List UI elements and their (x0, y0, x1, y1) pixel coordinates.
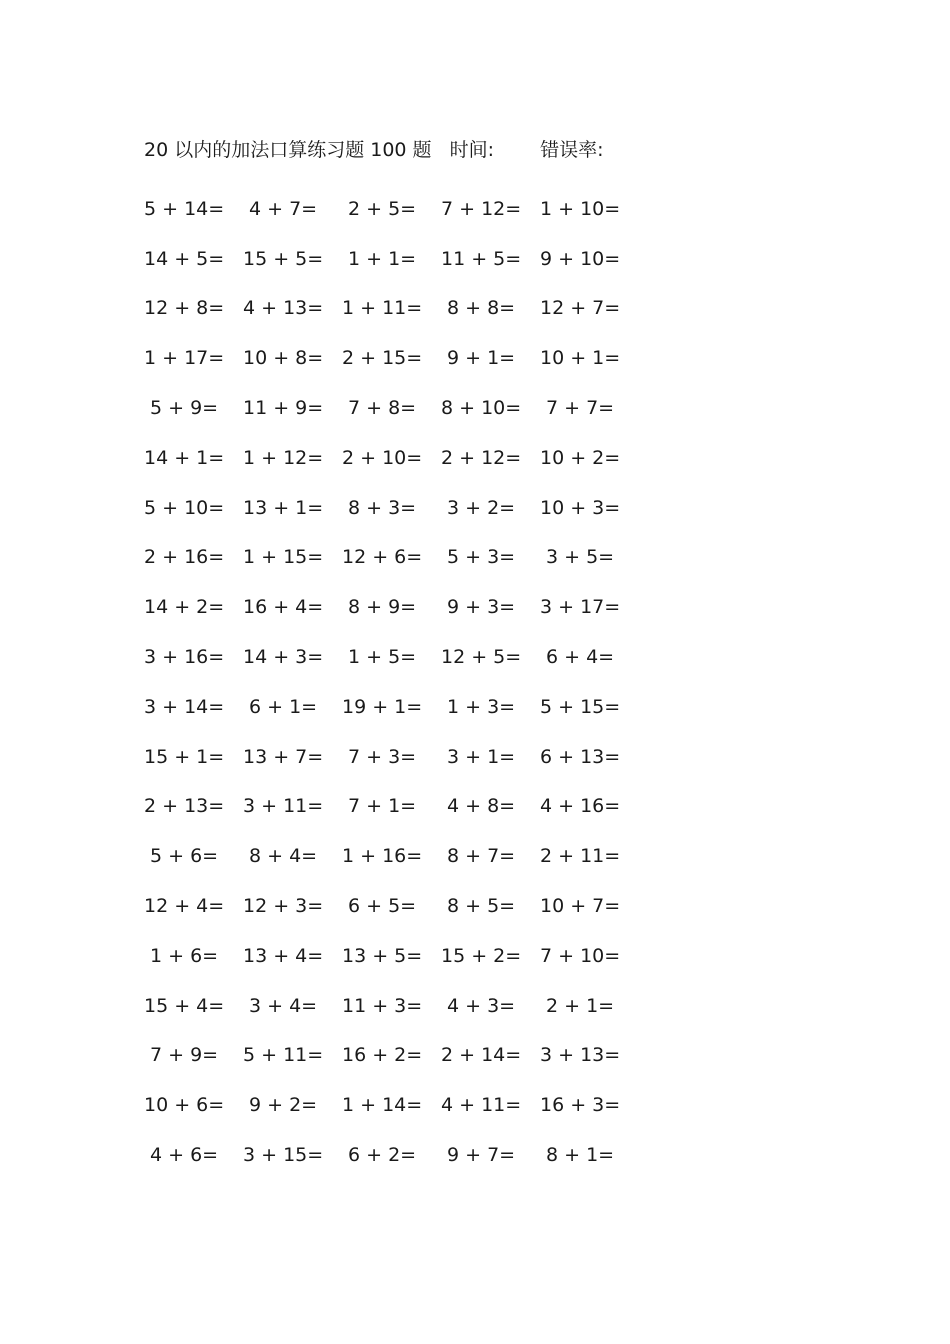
problem-text: 1 + 1= (348, 247, 417, 270)
problem-text: 15 + 2= (441, 944, 522, 967)
problem-text: 11 + 5= (441, 247, 522, 270)
problem-text: 4 + 11= (441, 1094, 522, 1117)
problem-text: 9 + 1= (447, 347, 516, 370)
problem-text: 7 + 10= (540, 944, 621, 967)
problem-row (140, 582, 635, 632)
problem-text: 1 + 10= (540, 197, 621, 220)
problem-item (536, 845, 635, 867)
problem-text: 14 + 3= (243, 646, 324, 669)
problem-item (140, 596, 239, 618)
problem-item (338, 696, 437, 718)
problem-item (437, 546, 536, 568)
problem-item (536, 397, 635, 419)
problem-text: 2 + 1= (546, 994, 615, 1017)
problem-text: 11 + 9= (243, 397, 324, 420)
problem-row (140, 881, 635, 931)
problem-text: 1 + 12= (243, 446, 324, 469)
problem-row (140, 782, 635, 832)
problem-item (536, 1144, 635, 1166)
problem-text: 15 + 1= (144, 745, 225, 768)
problem-text: 1 + 16= (342, 845, 423, 868)
problem-text: 16 + 3= (540, 1094, 621, 1117)
problem-item (239, 845, 338, 867)
problem-item (536, 546, 635, 568)
problem-grid (140, 184, 635, 1180)
problem-item (536, 347, 635, 369)
error-rate-label: 错误率: (540, 139, 604, 161)
problem-row (140, 1130, 635, 1180)
problem-item (536, 497, 635, 519)
problem-text: 7 + 1= (348, 795, 417, 818)
problem-text: 10 + 3= (540, 496, 621, 519)
problem-row (140, 284, 635, 334)
problem-item (536, 945, 635, 967)
problem-text: 6 + 1= (249, 695, 318, 718)
problem-text: 1 + 17= (144, 347, 225, 370)
problem-item (536, 297, 635, 319)
problem-item (140, 248, 239, 270)
problem-row (140, 533, 635, 583)
problem-item (140, 795, 239, 817)
problem-item (239, 596, 338, 618)
problem-text: 1 + 3= (447, 695, 516, 718)
problem-item (437, 447, 536, 469)
problem-row (140, 333, 635, 383)
problem-item (437, 1094, 536, 1116)
problem-item (338, 1144, 437, 1166)
problem-item (536, 1044, 635, 1066)
problem-text: 3 + 14= (144, 695, 225, 718)
problem-text: 16 + 4= (243, 596, 324, 619)
problem-row (140, 483, 635, 533)
problem-item (140, 347, 239, 369)
problem-text: 5 + 10= (144, 496, 225, 519)
problem-item (437, 895, 536, 917)
problem-text: 2 + 16= (144, 546, 225, 569)
problem-item (338, 945, 437, 967)
problem-text: 2 + 11= (540, 845, 621, 868)
problem-item (140, 1144, 239, 1166)
problem-item (536, 1094, 635, 1116)
problem-text: 14 + 1= (144, 446, 225, 469)
problem-item (437, 746, 536, 768)
problem-row (140, 234, 635, 284)
problem-text: 12 + 6= (342, 546, 423, 569)
problem-item (338, 1044, 437, 1066)
problem-item (140, 297, 239, 319)
problem-text: 6 + 13= (540, 745, 621, 768)
problem-item (338, 248, 437, 270)
problem-text: 10 + 2= (540, 446, 621, 469)
problem-text: 5 + 14= (144, 197, 225, 220)
problem-text: 11 + 3= (342, 994, 423, 1017)
problem-text: 3 + 5= (546, 546, 615, 569)
problem-item (437, 795, 536, 817)
problem-item (140, 497, 239, 519)
problem-text: 1 + 11= (342, 297, 423, 320)
problem-text: 5 + 3= (447, 546, 516, 569)
problem-text: 14 + 5= (144, 247, 225, 270)
problem-item (338, 198, 437, 220)
problem-text: 3 + 11= (243, 795, 324, 818)
problem-item (239, 646, 338, 668)
problem-item (536, 248, 635, 270)
problem-text: 12 + 3= (243, 895, 324, 918)
problem-text: 4 + 16= (540, 795, 621, 818)
problem-item (338, 297, 437, 319)
problem-item (338, 895, 437, 917)
problem-item (536, 895, 635, 917)
worksheet-header (144, 136, 603, 164)
problem-text: 8 + 7= (447, 845, 516, 868)
problem-text: 1 + 15= (243, 546, 324, 569)
problem-text: 19 + 1= (342, 695, 423, 718)
problem-text: 4 + 7= (249, 197, 318, 220)
problem-item (338, 447, 437, 469)
problem-row (140, 732, 635, 782)
problem-item (338, 497, 437, 519)
problem-item (338, 746, 437, 768)
problem-text: 8 + 5= (447, 895, 516, 918)
problem-text: 3 + 17= (540, 596, 621, 619)
problem-text: 15 + 5= (243, 247, 324, 270)
problem-text: 1 + 5= (348, 646, 417, 669)
problem-item (140, 895, 239, 917)
problem-text: 12 + 7= (540, 297, 621, 320)
problem-item (437, 1144, 536, 1166)
problem-text: 3 + 2= (447, 496, 516, 519)
problem-row (140, 632, 635, 682)
problem-text: 2 + 12= (441, 446, 522, 469)
problem-item (140, 646, 239, 668)
problem-item (437, 646, 536, 668)
problem-item (338, 596, 437, 618)
problem-row (140, 433, 635, 483)
problem-text: 1 + 6= (150, 944, 219, 967)
problem-item (239, 795, 338, 817)
problem-item (239, 995, 338, 1017)
problem-item (536, 596, 635, 618)
problem-item (437, 945, 536, 967)
problem-item (536, 198, 635, 220)
problem-item (140, 845, 239, 867)
problem-item (239, 1094, 338, 1116)
problem-item (338, 795, 437, 817)
problem-item (437, 696, 536, 718)
problem-item (239, 297, 338, 319)
problem-text: 13 + 5= (342, 944, 423, 967)
problem-item (140, 1044, 239, 1066)
problem-text: 7 + 3= (348, 745, 417, 768)
problem-text: 9 + 10= (540, 247, 621, 270)
problem-item (437, 347, 536, 369)
problem-item (437, 845, 536, 867)
problem-text: 4 + 8= (447, 795, 516, 818)
problem-text: 10 + 8= (243, 347, 324, 370)
problem-item (239, 397, 338, 419)
problem-row (140, 1080, 635, 1130)
problem-item (239, 447, 338, 469)
problem-text: 3 + 16= (144, 646, 225, 669)
worksheet-title: 20 以内的加法口算练习题 100 题 (144, 139, 432, 161)
problem-row (140, 184, 635, 234)
problem-text: 9 + 7= (447, 1144, 516, 1167)
problem-text: 7 + 8= (348, 397, 417, 420)
problem-text: 8 + 1= (546, 1144, 615, 1167)
problem-item (239, 696, 338, 718)
problem-item (338, 546, 437, 568)
problem-text: 15 + 4= (144, 994, 225, 1017)
problem-text: 4 + 13= (243, 297, 324, 320)
problem-text: 2 + 13= (144, 795, 225, 818)
problem-item (437, 198, 536, 220)
problem-text: 9 + 3= (447, 596, 516, 619)
problem-text: 2 + 10= (342, 446, 423, 469)
problem-item (239, 1044, 338, 1066)
problem-text: 4 + 6= (150, 1144, 219, 1167)
problem-text: 10 + 1= (540, 347, 621, 370)
problem-row (140, 682, 635, 732)
problem-item (437, 397, 536, 419)
problem-item (239, 895, 338, 917)
problem-text: 12 + 5= (441, 646, 522, 669)
problem-item (536, 795, 635, 817)
problem-text: 10 + 7= (540, 895, 621, 918)
problem-text: 6 + 5= (348, 895, 417, 918)
problem-item (239, 746, 338, 768)
problem-text: 8 + 3= (348, 496, 417, 519)
problem-item (437, 995, 536, 1017)
problem-text: 5 + 11= (243, 1044, 324, 1067)
problem-text: 8 + 9= (348, 596, 417, 619)
problem-row (140, 383, 635, 433)
problem-text: 8 + 4= (249, 845, 318, 868)
problem-text: 12 + 4= (144, 895, 225, 918)
problem-item (239, 1144, 338, 1166)
problem-row (140, 931, 635, 981)
problem-item (140, 945, 239, 967)
problem-text: 7 + 12= (441, 197, 522, 220)
problem-text: 13 + 1= (243, 496, 324, 519)
problem-text: 5 + 6= (150, 845, 219, 868)
problem-item (437, 297, 536, 319)
problem-text: 3 + 13= (540, 1044, 621, 1067)
problem-row (140, 981, 635, 1031)
problem-text: 10 + 6= (144, 1094, 225, 1117)
problem-text: 2 + 15= (342, 347, 423, 370)
problem-item (140, 696, 239, 718)
problem-item (437, 497, 536, 519)
problem-item (536, 995, 635, 1017)
problem-item (437, 248, 536, 270)
problem-item (239, 248, 338, 270)
problem-text: 3 + 1= (447, 745, 516, 768)
problem-item (140, 447, 239, 469)
time-label: 时间: (449, 139, 495, 161)
problem-item (536, 746, 635, 768)
problem-text: 4 + 3= (447, 994, 516, 1017)
problem-item (338, 845, 437, 867)
problem-row (140, 831, 635, 881)
problem-text: 1 + 14= (342, 1094, 423, 1117)
problem-item (140, 746, 239, 768)
problem-item (437, 596, 536, 618)
problem-item (239, 497, 338, 519)
problem-text: 6 + 2= (348, 1144, 417, 1167)
problem-text: 7 + 9= (150, 1044, 219, 1067)
problem-item (338, 995, 437, 1017)
problem-text: 14 + 2= (144, 596, 225, 619)
problem-text: 7 + 7= (546, 397, 615, 420)
problem-text: 5 + 15= (540, 695, 621, 718)
problem-text: 16 + 2= (342, 1044, 423, 1067)
problem-item (140, 546, 239, 568)
problem-item (338, 347, 437, 369)
problem-item (140, 1094, 239, 1116)
problem-text: 9 + 2= (249, 1094, 318, 1117)
problem-text: 3 + 4= (249, 994, 318, 1017)
problem-text: 13 + 7= (243, 745, 324, 768)
problem-text: 6 + 4= (546, 646, 615, 669)
problem-text: 2 + 14= (441, 1044, 522, 1067)
problem-text: 2 + 5= (348, 197, 417, 220)
problem-item (536, 646, 635, 668)
problem-text: 8 + 8= (447, 297, 516, 320)
problem-text: 5 + 9= (150, 397, 219, 420)
problem-item (140, 995, 239, 1017)
problem-text: 8 + 10= (441, 397, 522, 420)
problem-item (338, 1094, 437, 1116)
problem-text: 12 + 8= (144, 297, 225, 320)
problem-item (239, 945, 338, 967)
problem-text: 3 + 15= (243, 1144, 324, 1167)
problem-item (338, 397, 437, 419)
problem-item (140, 397, 239, 419)
problem-item (239, 546, 338, 568)
problem-item (140, 198, 239, 220)
problem-item (239, 198, 338, 220)
problem-item (536, 447, 635, 469)
problem-item (338, 646, 437, 668)
problem-row (140, 1031, 635, 1081)
problem-item (536, 696, 635, 718)
problem-item (437, 1044, 536, 1066)
problem-item (239, 347, 338, 369)
problem-text: 13 + 4= (243, 944, 324, 967)
